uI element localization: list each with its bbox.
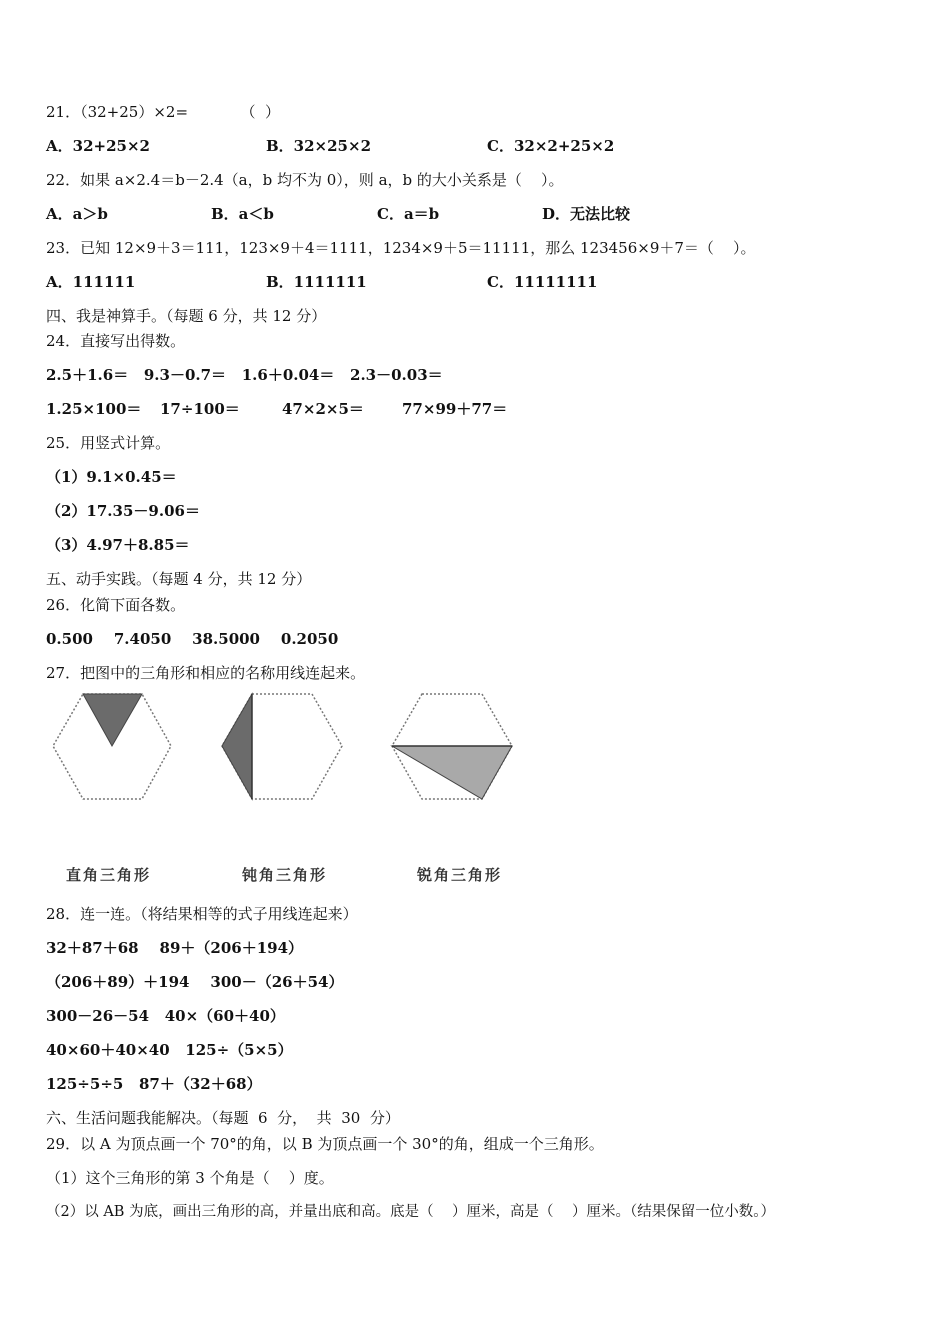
q25-item-2: （2）17.35－9.06＝: [46, 502, 200, 520]
q28-stem: 28．连一连。（将结果相等的式子用线连起来）: [46, 905, 358, 923]
hexagon-figure-3: [388, 690, 516, 805]
q24-stem: 24．直接写出得数。: [46, 332, 186, 350]
q22-option-c: C．a＝b: [377, 205, 440, 223]
q29-stem: 29．以 A 为顶点画一个 70°的角，以 B 为顶点画一个 30°的角，组成一个三角形。: [46, 1135, 604, 1153]
label-obtuse-triangle: 钝角三角形: [242, 866, 328, 884]
q26-stem: 26．化简下面各数。: [46, 596, 186, 614]
q22-option-d: D．无法比较: [542, 205, 631, 223]
q25-stem: 25．用竖式计算。: [46, 434, 171, 452]
section-6-heading: 六、生活问题我能解决。（每题 6 分， 共 30 分）: [46, 1109, 400, 1127]
q22-stem: 22．如果 a×2.4＝b－2.4（a，b 均不为 0），则 a，b 的大小关系是（ ）。: [46, 171, 564, 189]
hexagon-figure-1: [50, 690, 175, 805]
q28-row-5: 125÷5÷5 87＋（32＋68）: [46, 1075, 262, 1093]
q24-row-1: 2.5＋1.6＝ 9.3－0.7＝ 1.6＋0.04＝ 2.3－0.03＝: [46, 366, 443, 384]
label-acute-triangle: 锐角三角形: [417, 866, 503, 884]
q25-item-3: （3）4.97＋8.85＝: [46, 536, 190, 554]
q21-option-c: C．32×2+25×2: [487, 137, 615, 155]
q21-option-a: A．32+25×2: [46, 137, 150, 155]
q23-option-b: B．1111111: [266, 273, 367, 291]
q23-option-c: C．11111111: [487, 273, 598, 291]
q29-item-1: （1）这个三角形的第 3 个角是（ ）度。: [46, 1169, 334, 1187]
q28-row-2: （206＋89）＋194 300－（26＋54）: [46, 973, 344, 991]
q28-row-3: 300－26－54 40×（60＋40）: [46, 1007, 285, 1025]
section-4-heading: 四、我是神算手。（每题 6 分，共 12 分）: [46, 307, 327, 325]
q21-stem: 21．（32+25）×2= （ ）: [46, 103, 281, 121]
q24-item-6: 17÷100＝: [160, 400, 240, 418]
q27-stem: 27．把图中的三角形和相应的名称用线连起来。: [46, 664, 366, 682]
q24-item-7: 47×2×5＝: [282, 400, 364, 418]
q26-numbers: 0.500 7.4050 38.5000 0.2050: [46, 630, 339, 648]
q22-option-a: A．a＞b: [46, 205, 108, 223]
q25-item-1: （1）9.1×0.45＝: [46, 468, 177, 486]
label-right-triangle: 直角三角形: [66, 866, 152, 884]
q24-item-5: 1.25×100＝: [46, 400, 142, 418]
q22-option-b: B．a＜b: [211, 205, 274, 223]
q23-stem: 23．已知 12×9＋3＝111，123×9＋4＝1111，1234×9＋5＝11111，那么 123456×9＋7＝（ ）。: [46, 239, 756, 257]
q24-item-8: 77×99＋77＝: [402, 400, 508, 418]
q29-item-2: （2）以 AB 为底，画出三角形的高，并量出底和高。底是（ ）厘米，高是（ ）厘米。（结果保留一位小数。）: [46, 1204, 775, 1220]
q28-row-4: 40×60＋40×40 125÷（5×5）: [46, 1041, 293, 1059]
q21-option-b: B．32×25×2: [266, 137, 372, 155]
q28-row-1: 32＋87＋68 89＋（206＋194）: [46, 939, 304, 957]
section-5-heading: 五、动手实践。（每题 4 分，共 12 分）: [46, 570, 312, 588]
q23-option-a: A．111111: [46, 273, 136, 291]
hexagon-figure-2: [218, 690, 346, 805]
